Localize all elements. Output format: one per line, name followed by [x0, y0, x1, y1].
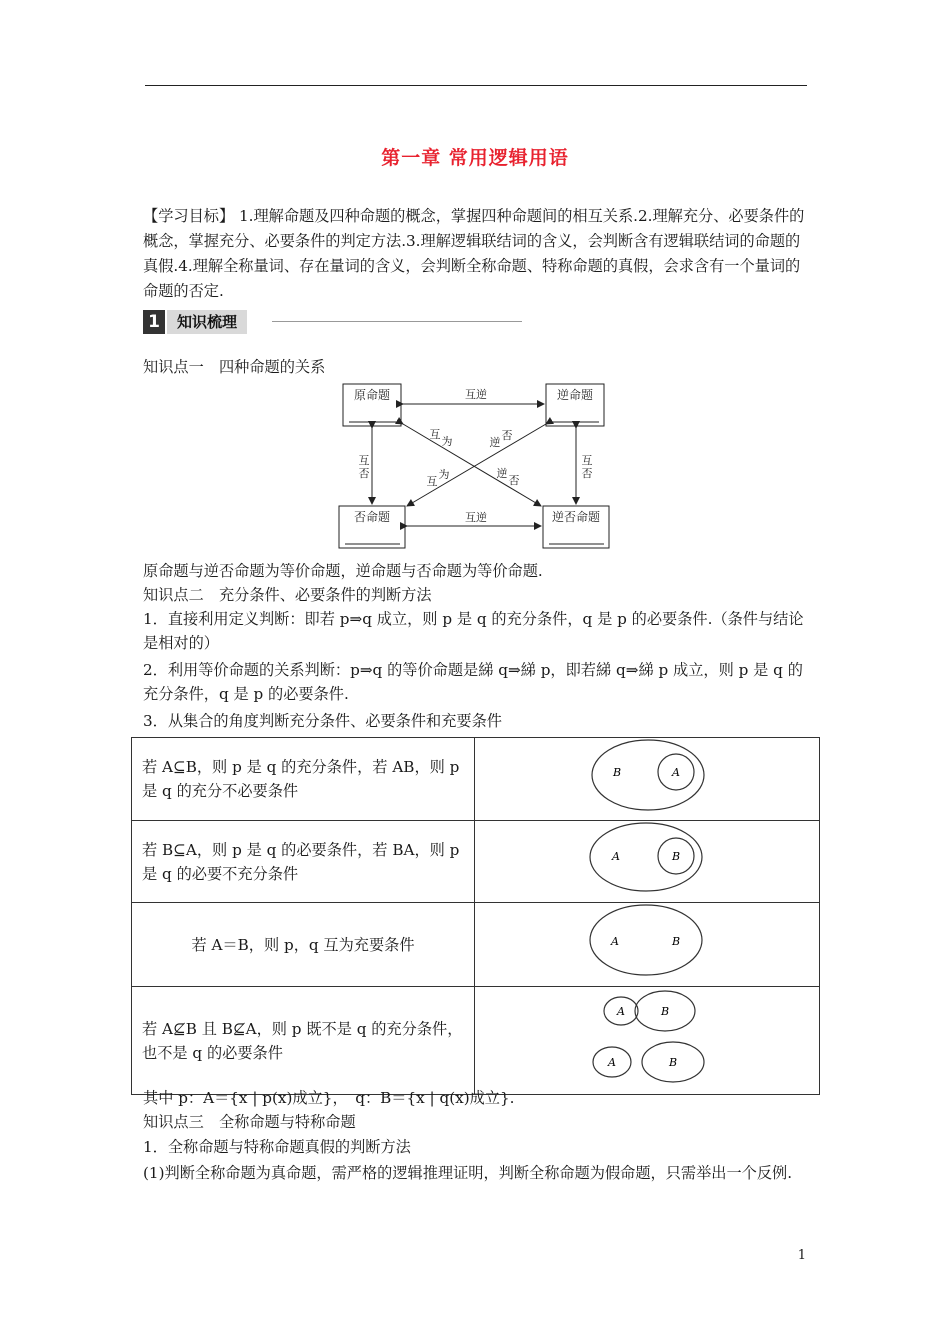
row-1-venn [475, 738, 820, 821]
page-number: 1 [797, 1248, 806, 1263]
right-edge-char-2: 否 [581, 467, 593, 480]
kp2-item-2: 2．利用等价命题的关系判断：p⇒q 的等价命题是綈 q⇒綈 p，即若綈 q⇒綈 p 成立，则 p 是 q 的充分条件，q 是 p 的必要条件. [143, 661, 803, 703]
kp1-note: 原命题与逆否命题为等价命题，逆命题与否命题为等价命题. [143, 562, 543, 580]
kp2-item-1: 1．直接利用定义判断：即若 p⇒q 成立，则 p 是 q 的充分条件，q 是 p 的必要条件.（条件与结论是相对的） [143, 610, 804, 652]
row-1-set-small: A [672, 766, 680, 779]
section-divider [272, 321, 522, 322]
row-4-set-a-overlap: A [617, 1005, 625, 1018]
diag-a-char-4: 否 [501, 429, 513, 442]
top-edge-label: 互逆 [465, 388, 487, 401]
row-3-set-b: B [672, 935, 681, 948]
row-4-venn [475, 987, 820, 1095]
row-2-venn [475, 821, 820, 903]
kp3-item-1: 1．全称命题与特称命题真假的判断方法 [143, 1138, 411, 1156]
right-edge-char-1: 互 [581, 454, 593, 467]
kp3-heading: 知识点三 全称命题与特称命题 [143, 1113, 356, 1131]
diag-b-char-4: 否 [508, 474, 520, 487]
learning-goals: 【学习目标】 1.理解命题及四种命题的概念，掌握四种命题间的相互关系.2.理解充分、必要条件的概念，掌握充分、必要条件的判定方法.3.理解逻辑联结词的含义，会判断含有逻辑联结词的命题的真假.4.理解全称量词、存在量词的含义，会判断全称命题、特称命题的真假，会求含有一个量词的命题的否定. [143, 207, 805, 300]
row-4-set-a-disjoint: A [608, 1056, 616, 1069]
arrow-diagonal-2 [407, 424, 546, 506]
kp2-heading: 知识点二 充分条件、必要条件的判断方法 [143, 586, 432, 604]
section-number-badge: 1 [143, 310, 165, 334]
left-edge-char-2: 否 [358, 467, 370, 480]
box-contrapositive-label: 逆否命题 [551, 510, 601, 524]
row-4-set-b-disjoint: B [669, 1056, 678, 1069]
row-2-text: 若 B⊆A，则 p 是 q 的必要条件，若 BA，则 p 是 q 的必要不充分条件 [132, 821, 475, 903]
box-original-label: 原命题 [353, 388, 391, 402]
arrow-diagonal-1 [403, 424, 541, 506]
box-inverse-label: 否命题 [353, 510, 391, 524]
diag-a-char-2: 为 [441, 435, 453, 448]
diag-b-char-3: 逆 [496, 467, 508, 480]
row-3-venn [475, 903, 820, 987]
kp1-heading: 知识点一 四种命题的关系 [143, 358, 326, 376]
bottom-edge-label: 互逆 [465, 511, 487, 524]
table-row [132, 987, 820, 1095]
condition-table [131, 737, 820, 1095]
table-row [132, 903, 820, 987]
diag-a-char-1: 互 [429, 428, 441, 441]
row-3-set-a: A [611, 935, 619, 948]
row-3-text: 若 A＝B，则 p，q 互为充要条件 [132, 903, 475, 987]
header-rule [145, 85, 807, 86]
kp2-where: 其中 p：A＝{x | p(x)成立}， q：B＝{x | q(x)成立}. [143, 1089, 515, 1107]
kp2-item-3: 3．从集合的角度判断充分条件、必要条件和充要条件 [143, 712, 502, 730]
section-label: 知识梳理 [167, 310, 247, 334]
row-4-set-b-overlap: B [661, 1005, 670, 1018]
table-row [132, 738, 820, 821]
row-2-set-big: A [612, 850, 620, 863]
kp3-item-1-1: (1)判断全称命题为真命题，需严格的逻辑推理证明，判断全称命题为假命题，只需举出一个反例. [143, 1164, 793, 1182]
row-4-text: 若 A⊈B 且 B⊈A，则 p 既不是 q 的充分条件，也不是 q 的必要条件 [132, 987, 475, 1095]
diag-b-char-1: 为 [438, 468, 450, 481]
four-propositions-diagram [330, 378, 620, 554]
row-2-set-small: B [672, 850, 681, 863]
table-row [132, 821, 820, 903]
diag-a-char-3: 逆 [489, 436, 501, 449]
row-1-set-big: B [613, 766, 622, 779]
left-edge-char-1: 互 [358, 454, 370, 467]
diag-b-char-2: 互 [426, 475, 438, 488]
row-1-text: 若 A⊆B，则 p 是 q 的充分条件，若 AB，则 p 是 q 的充分不必要条件 [132, 738, 475, 821]
box-converse-label: 逆命题 [556, 388, 594, 402]
chapter-title: 第一章 常用逻辑用语 [381, 147, 569, 169]
